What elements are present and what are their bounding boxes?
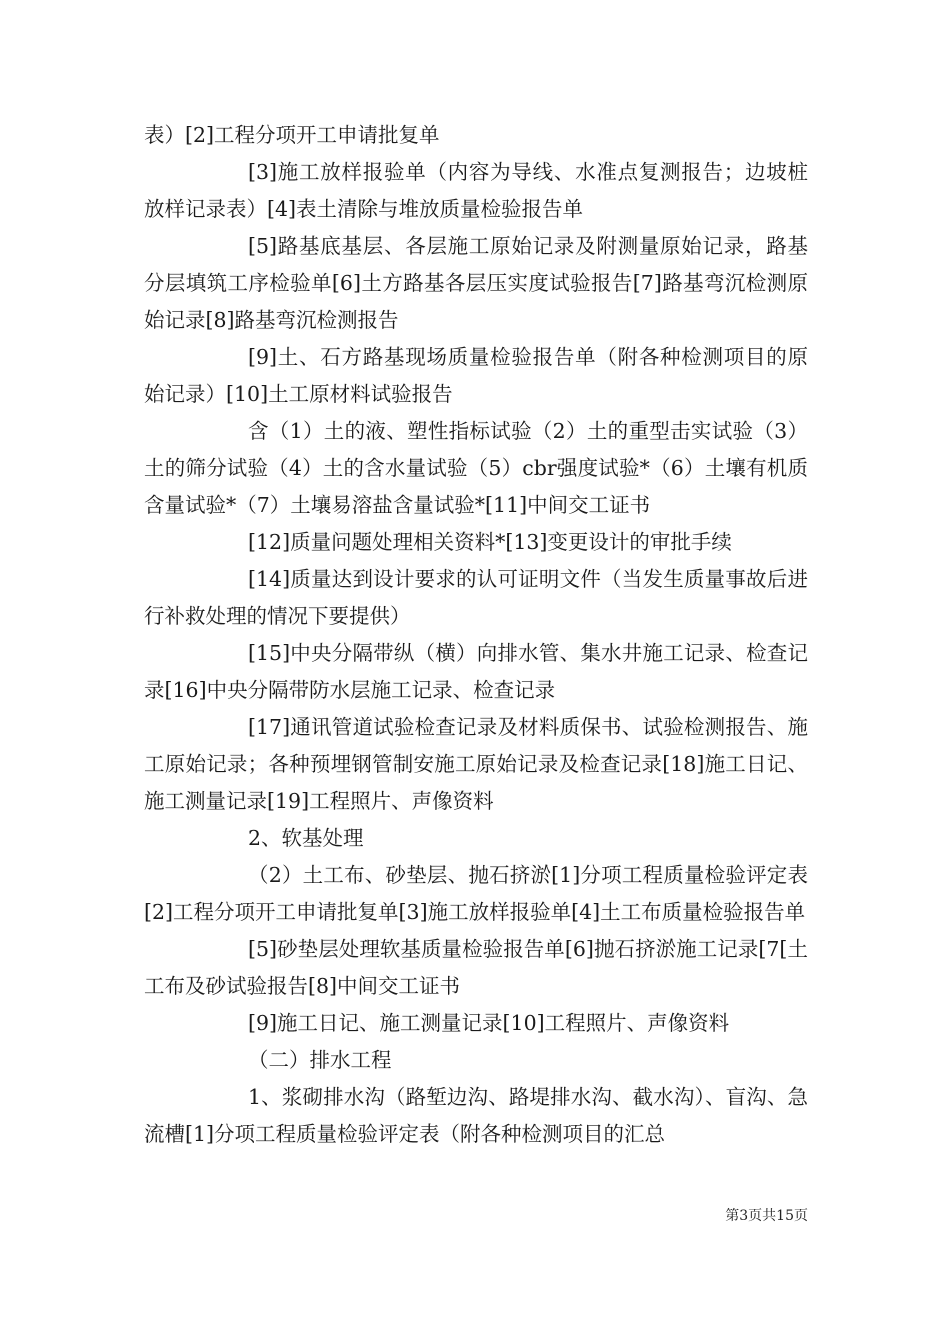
page-number-footer: 第3页共15页	[725, 1208, 808, 1224]
paragraph-1: 表）[2]工程分项开工申请批复单	[144, 123, 440, 147]
paragraph-11: （2）土工布、砂垫层、抛石挤淤[1]分项工程质量检验评定表[2]工程分项开工申请批复单[3]施工放样报验单[4]土工布质量检验报告单	[144, 863, 808, 924]
paragraph-3: [5]路基底基层、各层施工原始记录及附测量原始记录，路基分层填筑工序检验单[6]土方路基各层压实度试验报告[7]路基弯沉检测原始记录[8]路基弯沉检测报告	[144, 234, 808, 332]
paragraph-14: （二）排水工程	[248, 1048, 392, 1072]
paragraph-10: 2、软基处理	[248, 826, 364, 850]
paragraph-12: [5]砂垫层处理软基质量检验报告单[6]抛石挤淤施工记录[7[土工布及砂试验报告[8]中间交工证书	[144, 937, 808, 998]
paragraph-8: [15]中央分隔带纵（横）向排水管、集水井施工记录、检查记录[16]中央分隔带防水层施工记录、检查记录	[144, 641, 808, 702]
paragraph-4: [9]土、石方路基现场质量检验报告单（附各种检测项目的原始记录）[10]土工原材料试验报告	[144, 345, 808, 406]
paragraph-5: 含（1）土的液、塑性指标试验（2）土的重型击实试验（3）土的筛分试验（4）土的含水量试验（5）cbr强度试验*（6）土壤有机质含量试验*（7）土壤易溶盐含量试验*[11]中间交工证书	[144, 419, 808, 517]
document-body	[144, 117, 808, 1153]
paragraph-13: [9]施工日记、施工测量记录[10]工程照片、声像资料	[248, 1011, 730, 1035]
paragraph-9: [17]通讯管道试验检查记录及材料质保书、试验检测报告、施工原始记录；各种预埋钢管制安施工原始记录及检查记录[18]施工日记、施工测量记录[19]工程照片、声像资料	[144, 715, 808, 813]
paragraph-15: 1、浆砌排水沟（路堑边沟、路堤排水沟、截水沟）、盲沟、急流槽[1]分项工程质量检验评定表（附各种检测项目的汇总	[144, 1085, 808, 1146]
paragraph-2: [3]施工放样报验单（内容为导线、水准点复测报告；边坡桩放样记录表）[4]表土清除与堆放质量检验报告单	[144, 160, 808, 221]
paragraph-6: [12]质量问题处理相关资料*[13]变更设计的审批手续	[248, 530, 732, 554]
paragraph-7: [14]质量达到设计要求的认可证明文件（当发生质量事故后进行补救处理的情况下要提供）	[144, 567, 808, 628]
